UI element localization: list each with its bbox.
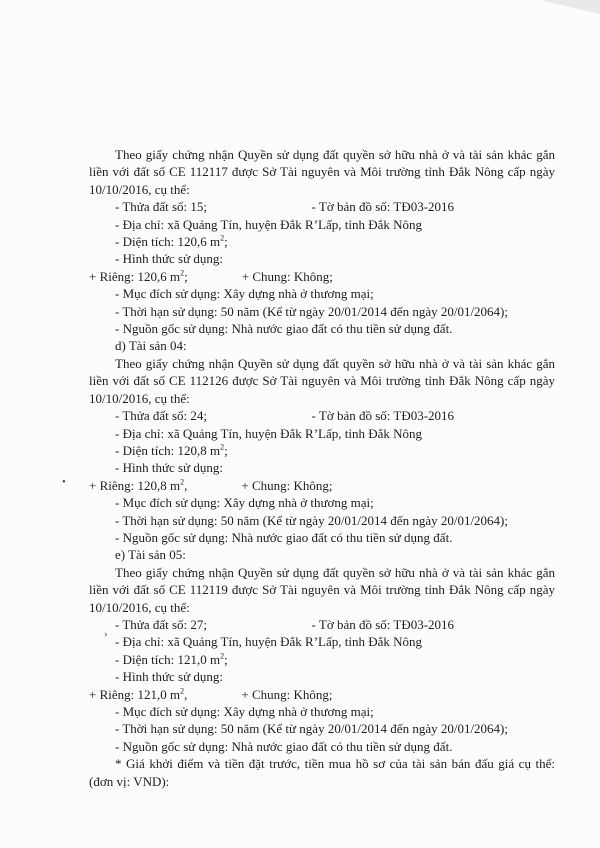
asset-5-certificate: Theo giấy chứng nhận Quyền sử dụng đất quyền sở hữu nhà ở và tài sản khác gắn liền với đất số CE 112119 được Sở Tài nguyên và Môi trường tỉnh Đắk Nông cấp ngày 10/10/2016, cụ thể: (89, 564, 555, 615)
asset-5-heading: e) Tài sản 05: (115, 547, 186, 563)
asset-4-form: - Hình thức sử dụng: (89, 459, 555, 476)
asset-5-common: + Chung: Không; (241, 686, 333, 702)
asset-4-heading: d) Tài sản 04: (115, 338, 187, 354)
asset-3-parcel-line (89, 198, 555, 215)
asset-3-term: - Thời hạn sử dụng: 50 năm (Kể từ ngày 20/01/2014 đến ngày 20/01/2064); (89, 303, 555, 320)
asset-5-parcel: - Thửa đất số: 27; (115, 617, 207, 632)
asset-4-common: + Chung: Không; (241, 477, 333, 493)
asset-4-origin: - Nguồn gốc sử dụng: Nhà nước giao đất có thu tiền sử dụng đất. (89, 529, 555, 546)
asset-3-parcel: - Thửa đất số: 15; (115, 199, 207, 214)
asset-4-address: - Địa chỉ: xã Quảng Tín, huyện Đắk R’Lấp, tỉnh Đắk Nông (89, 425, 555, 442)
asset-4-parcel-line (89, 407, 555, 424)
asset-5-area: - Diện tích: 121,0 m (115, 652, 220, 667)
page-corner-fold (540, 0, 600, 14)
price-note: * Giá khởi điểm và tiền đặt trước, tiền mua hồ sơ của tài sản bán đấu giá cụ thể: (đơn vị: VND): (89, 756, 555, 789)
asset-3-common: + Chung: Không; (241, 268, 333, 284)
asset-4-parcel: - Thửa đất số: 24; (115, 408, 207, 423)
asset-3-certificate: Theo giấy chứng nhận Quyền sử dụng đất quyền sở hữu nhà ở và tài sản khác gắn liền với đất số CE 112117 được Sở Tài nguyên và Môi trường tỉnh Đắk Nông cấp ngày 10/10/2016, cụ thể: (89, 147, 555, 197)
asset-5-address: - Địa chỉ: xã Quảng Tín, huyện Đắk R’Lấp, tỉnh Đắk Nông (89, 633, 555, 650)
asset-3-map: - Tờ bản đồ số: TĐ03-2016 (311, 199, 455, 215)
asset-3-address: - Địa chỉ: xã Quảng Tín, huyện Đắk R’Lấp, tỉnh Đắk Nông (89, 216, 555, 233)
asset-4-area: - Diện tích: 120,8 m (115, 443, 220, 458)
asset-5-private: + Riêng: 121,0 m (89, 686, 181, 702)
asset-5-form: - Hình thức sử dụng: (89, 668, 555, 685)
asset-4-private-line: + Riêng: 120,8 $m^2$, + Chung: Không; (89, 477, 333, 493)
asset-5-purpose: - Mục đích sử dụng: Xây dựng nhà ở thương mại; (89, 703, 555, 720)
scan-speck: • (62, 476, 66, 488)
scan-speck: › (104, 628, 108, 640)
asset-3-private: + Riêng: 120,6 m (89, 268, 181, 284)
asset-5-map: - Tờ bản đồ số: TĐ03-2016 (311, 616, 455, 632)
asset-3-form: - Hình thức sử dụng: (89, 250, 555, 267)
asset-5-parcel-line (89, 616, 555, 633)
asset-3-private-line: + Riêng: 120,6 $m^2$; + Chung: Không; (89, 268, 333, 284)
asset-4-map: - Tờ bản đồ số: TĐ03-2016 (311, 408, 455, 424)
asset-5-term: - Thời hạn sử dụng: 50 năm (Kể từ ngày 20/01/2014 đến ngày 20/01/2064); (89, 720, 555, 737)
asset-4-private: + Riêng: 120,8 m (89, 477, 181, 493)
asset-5-origin: - Nguồn gốc sử dụng: Nhà nước giao đất có thu tiền sử dụng đất. (89, 738, 555, 755)
asset-4-term: - Thời hạn sử dụng: 50 năm (Kể từ ngày 20/01/2014 đến ngày 20/01/2064); (89, 512, 555, 529)
asset-3-origin: - Nguồn gốc sử dụng: Nhà nước giao đất có thu tiền sử dụng đất. (89, 320, 555, 337)
asset-3-purpose: - Mục đích sử dụng: Xây dựng nhà ở thương mại; (89, 285, 555, 302)
asset-4-certificate: Theo giấy chứng nhận Quyền sử dụng đất quyền sở hữu nhà ở và tài sản khác gắn liền với đất số CE 112126 được Sở Tài nguyên và Môi trường tỉnh Đắk Nông cấp ngày 10/10/2016, cụ thể: (89, 355, 555, 406)
asset-3-area-line: - Diện tích: 120,6 $m^2$; (89, 233, 555, 250)
asset-5-private-line: + Riêng: 121,0 $m^2$, + Chung: Không; (89, 686, 333, 702)
asset-5-area-line: - Diện tích: 121,0 $m^2$; (89, 651, 555, 668)
asset-4-purpose: - Mục đích sử dụng: Xây dựng nhà ở thương mại; (89, 494, 555, 511)
document-body (89, 146, 555, 790)
asset-4-area-line: - Diện tích: 120,8 $m^2$; (89, 442, 555, 459)
asset-3-area: - Diện tích: 120,6 m (115, 234, 220, 249)
